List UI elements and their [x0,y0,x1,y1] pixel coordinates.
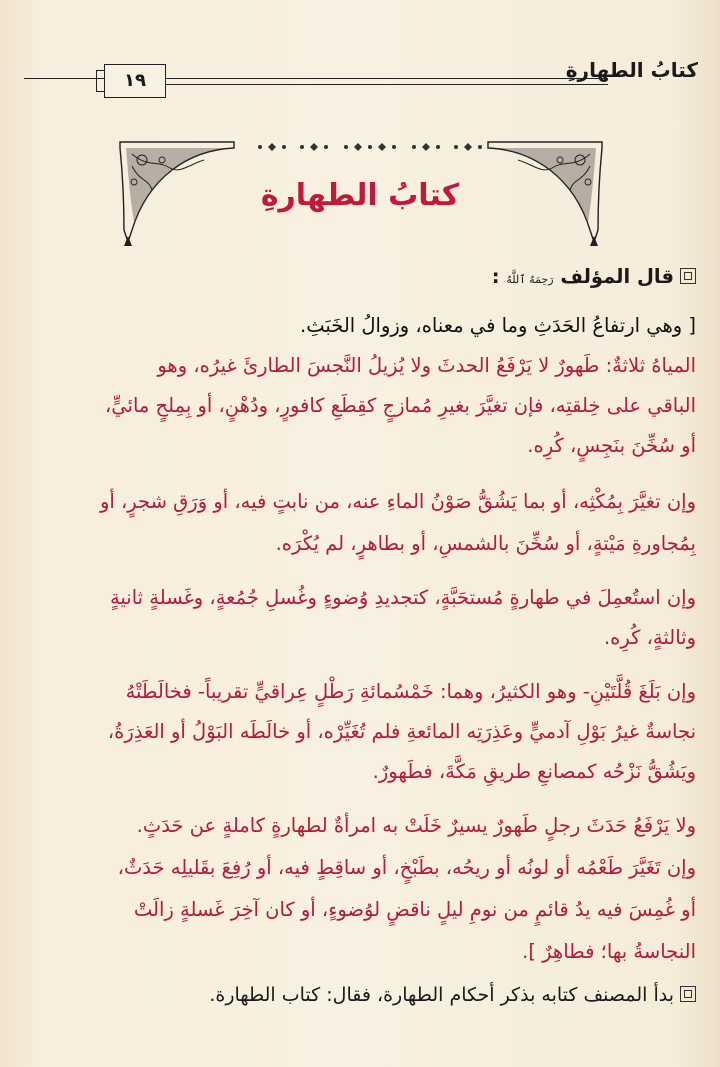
text-line: وإن استُعمِلَ في طهارةٍ مُستحَبَّةٍ، كتجديدِ وُضوءٍ وغُسلِ جُمُعةٍ، وغَسلةٍ ثانيةٍ [109,586,696,609]
text-line: ولا يَرْفَعُ حَدَثَ رجلٍ طَهورٌ يسيرٌ خَلَتْ به امرأةٌ لطهارةٍ كاملةٍ عن حَدَثٍ. [136,814,696,837]
text-line: ويَشُقُّ نَزْحُه كمصانعِ طريقِ مَكَّةَ، فطَهورٌ. [372,760,696,783]
text-line: وإن بَلَغَ قُلَّتَيْنِ- وهو الكثيرُ، وهما: خَمْسُمائةِ رَطْلٍ عِراقيٍّ تقريباً- فخالَطَتْهُ [125,680,696,703]
text-line: نجاسةٌ غيرُ بَوْلِ آدميٍّ وعَذِرَتِه المائعةِ فلم تُغَيِّرْه، أو خالَطَه البَوْلُ أو العَذِرَةُ، [107,720,696,743]
text-line: وإن تَغَيَّرَ طَعْمُه أو لونُه أو ريحُه، بطَبْخٍ، أو ساقِطٍ فيه، أو رُفِعَ بقَليلِه حَدَثٌ، [117,856,696,879]
text-line: وإن تغيَّرَ بِمُكْثِه، أو بما يَشُقُّ صَوْنُ الماءِ عنه، من نابتٍ فيه، أو وَرَقِ شجرٍ، أو [99,490,696,513]
text-line: أو سُخِّنَ بنَجِسٍ، كُرِه. [527,434,696,457]
running-header-title: كتابُ الطهارةِ [565,58,698,82]
author-intro [492,265,696,288]
honorific: رَحِمَهُ ٱللَّهُ [506,273,554,286]
text-line: الباقي على خِلقتِه، فإن تغيَّرَ بغيرِ مُمازجٍ كقِطَعِ كافورٍ، ودُهْنٍ، أو بِمِلحٍ مائيٍّ، [104,394,696,417]
page-number: ١٩ [104,64,166,98]
text-line: أو غُمِسَ فيه يدُ قائمٍ من نومِ ليلٍ ناقضٍ لوُضوءٍ، أو كان آخِرَ غَسلةٍ زالَتْ [133,898,696,921]
text-line: المياهُ ثلاثةٌ: طَهورٌ لا يَرْفَعُ الحدثَ ولا يُزيلُ النَّجسَ الطارئَ غيرُه، وهو [157,354,696,377]
commentary-marker-icon [680,986,696,1002]
text-line: النجاسةُ بها؛ فطاهِرٌ ]. [522,940,696,963]
intro-colon: : [491,265,500,288]
text-line: وثالثةٍ، كُرِه. [603,626,696,649]
text-line: [ وهي ارتفاعُ الحَدَثِ وما في معناه، وزوالُ الخَبَثِ. [300,314,696,337]
header-rule-thin [150,84,608,85]
commentary-line [209,984,696,1006]
chapter-title: كتابُ الطهارةِ [260,178,460,213]
text-line: بِمُجاورةِ مَيْتةٍ، أو سُخِّنَ بالشمسِ، أو بطاهرٍ، لم يُكْرَه. [275,532,696,555]
intro-label: قال المؤلف [560,265,674,288]
ornament-band-icon [250,140,490,154]
commentary-text: بدأ المصنف كتابه بذكر أحكام الطهارة، فقال: كتاب الطهارة. [209,984,674,1006]
note-marker-icon [680,268,696,284]
